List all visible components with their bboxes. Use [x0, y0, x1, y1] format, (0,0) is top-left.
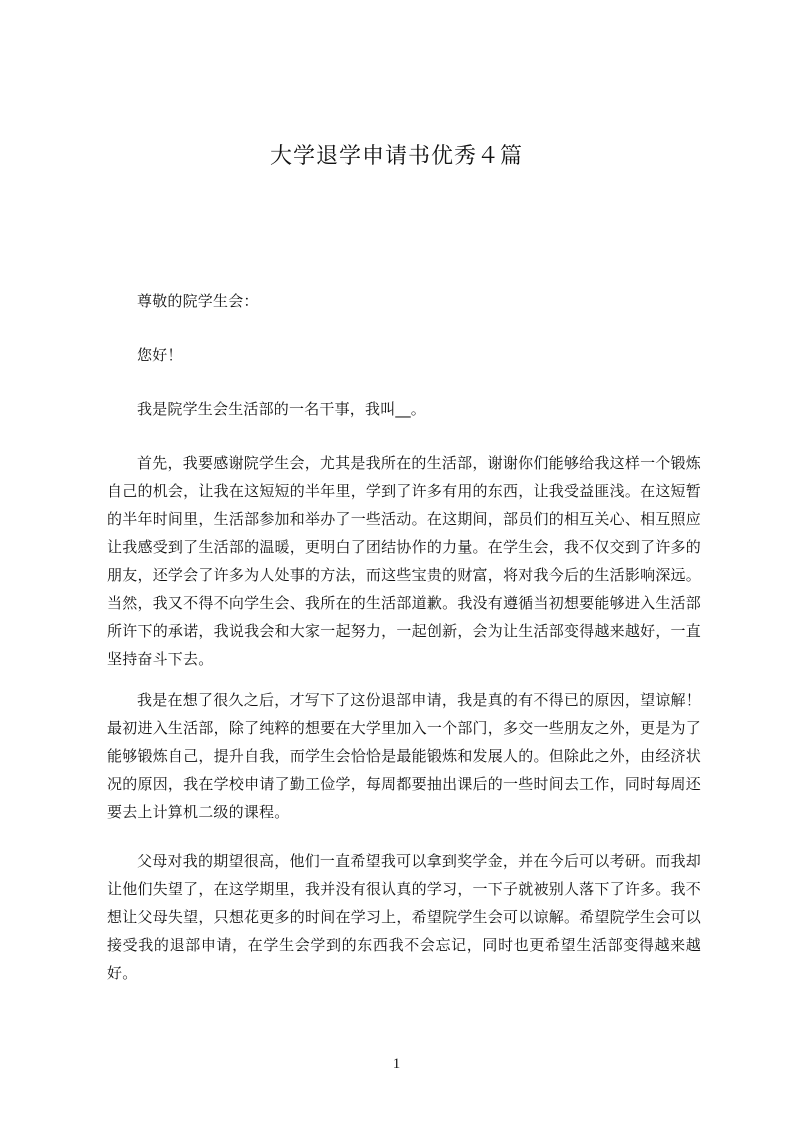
paragraph-parents: 父母对我的期望很高，他们一直希望我可以拿到奖学金，并在今后可以考研。而我却让他们失望了，在这学期里，我并没有很认真的学习，一下子就被别人落下了许多。我不想让父母失望，只想花更多的时间在学习上，希望院学生会可以谅解。希望院学生会可以接受我的退部申请，在学生会学到的东西我不会忘记，同时也更希望生活部变得越来越好。: [107, 852, 701, 982]
salutation: 尊敬的院学生会：: [137, 292, 259, 310]
document-title: 大学退学申请书优秀４篇: [269, 144, 523, 169]
paragraph-intro: 我是院学生会生活部的一名干事，我叫__。: [137, 400, 427, 418]
page-number: 1: [392, 1056, 401, 1072]
greeting: 您好！: [137, 346, 183, 364]
paragraph-gratitude: 首先，我要感谢院学生会，尤其是我所在的生活部，谢谢你们能够给我这样一个锻炼自己的机会，让我在这短短的半年里，学到了许多有用的东西，让我受益匪浅。在这短暂的半年时间里，生活部参加和举办了一些活动。在这期间，部员们的相互关心、相互照应让我感受到了生活部的温暖，更明白了团结协作的力量。在学生会，我不仅交到了许多的朋友，还学会了许多为人处事的方法，而这些宝贵的财富，将对我今后的生活影响深远。当然，我又不得不向学生会、我所在的生活部道歉。我没有遵循当初想要能够进入生活部所许下的承诺，我说我会和大家一起努力，一起创新，会为让生活部变得越来越好，一直坚持奋斗下去。: [107, 454, 701, 668]
paragraph-reason: 我是在想了很久之后，才写下了这份退部申请，我是真的有不得已的原因，望谅解！最初进入生活部，除了纯粹的想要在大学里加入一个部门，多交一些朋友之外，更是为了能够锻炼自己，提升自我，而学生会恰恰是最能锻炼和发展人的。但除此之外，由经济状况的原因，我在学校申请了勤工俭学，每周都要抽出课后的一些时间去工作，同时每周还要去上计算机二级的课程。: [107, 691, 701, 821]
